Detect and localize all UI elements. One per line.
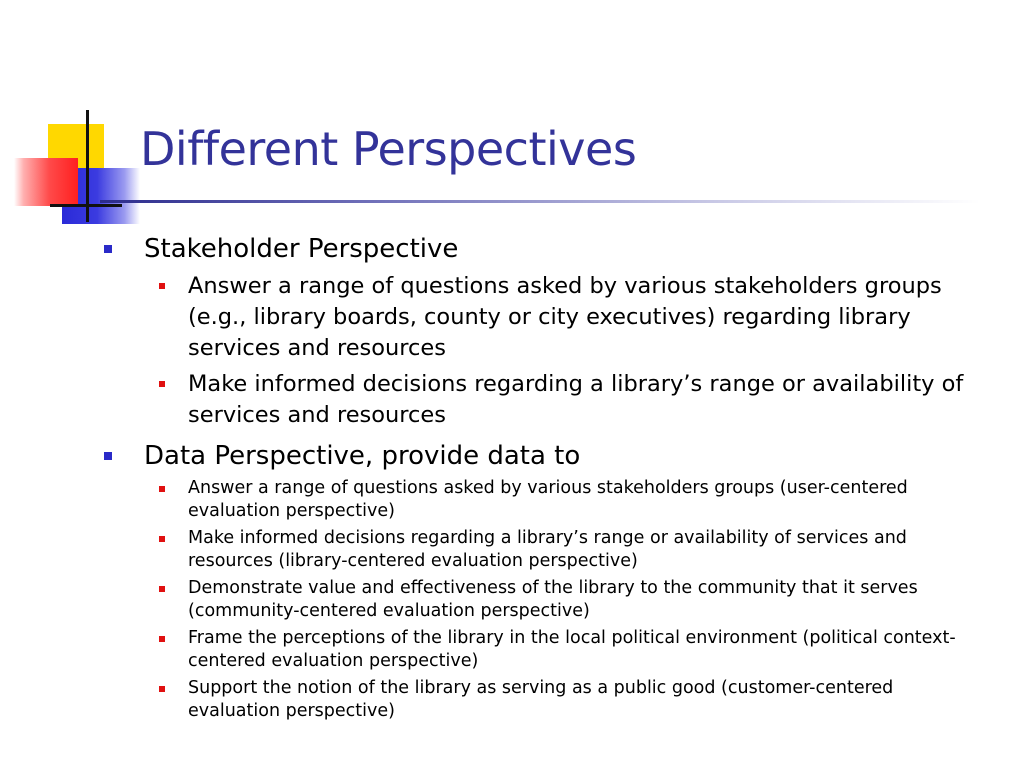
sub-bullet-text: Frame the perceptions of the library in the local political environment (political context-centered evaluation perspective) bbox=[188, 628, 956, 671]
red-square-bullet-icon bbox=[159, 686, 165, 692]
sub-bullet-text: Make informed decisions regarding a library’s range or availability of services and resources bbox=[188, 371, 964, 428]
bullet-data-perspective bbox=[144, 439, 984, 473]
sub-bullet-item bbox=[188, 369, 974, 431]
sub-bullet-item bbox=[188, 477, 974, 523]
logo-horizontal-line bbox=[50, 204, 122, 207]
red-square-bullet-icon bbox=[159, 381, 165, 387]
sub-bullet-text: Make informed decisions regarding a library’s range or availability of services and resources (library-centered evaluation perspective) bbox=[188, 528, 907, 571]
sub-bullet-item bbox=[188, 677, 974, 723]
sub-bullet-text: Support the notion of the library as serving as a public good (customer-centered evaluation perspective) bbox=[188, 678, 894, 721]
sub-bullet-item bbox=[188, 527, 974, 573]
red-square-bullet-icon bbox=[159, 586, 165, 592]
red-square-bullet-icon bbox=[159, 536, 165, 542]
blue-square-bullet-icon bbox=[104, 245, 112, 253]
logo-red-bar bbox=[14, 158, 78, 206]
title-underline bbox=[100, 200, 980, 203]
sub-bullet-text: Answer a range of questions asked by various stakeholders groups (e.g., library boards, county or city executives) regarding library services and resources bbox=[188, 273, 942, 361]
bullet-text: Data Perspective, provide data to bbox=[144, 441, 581, 471]
sub-bullet-item bbox=[188, 271, 974, 364]
sub-bullet-item bbox=[188, 627, 974, 673]
blue-square-bullet-icon bbox=[104, 452, 112, 460]
sub-bullet-text: Demonstrate value and effectiveness of the library to the community that it serves (community-centered evaluation perspective) bbox=[188, 578, 918, 621]
sub-bullet-item bbox=[188, 577, 974, 623]
red-square-bullet-icon bbox=[159, 636, 165, 642]
bullet-stakeholder-perspective bbox=[144, 232, 984, 266]
slide-title: Different Perspectives bbox=[140, 122, 637, 176]
red-square-bullet-icon bbox=[159, 283, 165, 289]
slide-content bbox=[0, 226, 1024, 723]
sub-bullet-text: Answer a range of questions asked by various stakeholders groups (user-centered evaluation perspective) bbox=[188, 478, 908, 521]
red-square-bullet-icon bbox=[159, 486, 165, 492]
bullet-text: Stakeholder Perspective bbox=[144, 234, 459, 264]
